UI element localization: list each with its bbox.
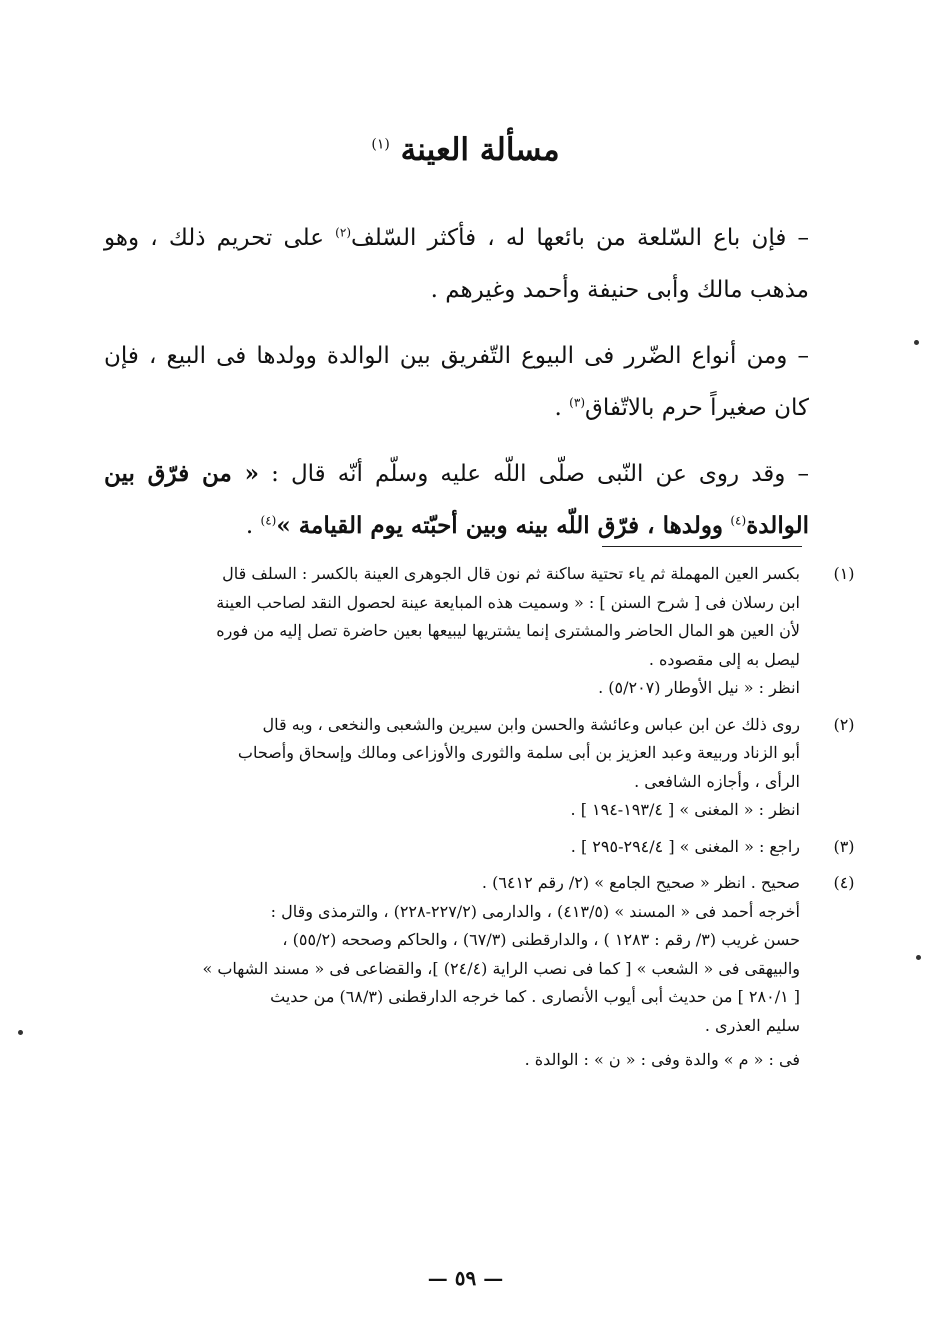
page-number: — ٥٩ —	[427, 1266, 504, 1290]
footnote-line: روى ذلك عن ابن عباس وعائشة والحسن وابن سيرين والشعبى والنخعى ، وبه قال	[262, 714, 800, 734]
footnote-ref: (١)	[371, 136, 390, 153]
footnote-line: [ ٢٨٠/١ ] من حديث أبى أيوب الأنصارى . كما خرجه الدارقطنى (٦٨/٣) من حديث	[270, 987, 800, 1006]
footnote-2	[100, 711, 855, 825]
footnote-line: راجع : « المغنى » [ ٢٩٤/٤-٢٩٥ ] .	[570, 836, 800, 856]
paragraph-text: – ومن أنواع الضّرر فى البيوع التّفريق بين الوالدة وولدها فى البيع ، فإن كان صغيراً حرم بالاتّفاق	[104, 343, 809, 421]
footnote-line: سليم العذرى .	[704, 1015, 800, 1035]
paragraph-1	[104, 212, 809, 316]
footnote-line: صحيح . انظر « صحيح الجامع » (٢/ رقم ٦٤١٢) .	[481, 873, 800, 892]
footnote-ref: (٣)	[569, 395, 585, 410]
paragraph-text: .	[554, 395, 562, 421]
paragraph-text: – وقد روى عن النّبى صلّى اللّه عليه وسلّم أنّه قال :	[271, 461, 809, 487]
paragraph-2	[104, 330, 809, 434]
footnote-ref: (٤)	[260, 513, 277, 528]
footnote-number: (١)	[833, 564, 855, 583]
footnote-ref: (٤)	[730, 513, 747, 528]
footnote-line: والبيهقى فى « الشعب » [ كما فى نصب الراية (٢٤/٤) ]، والقضاعى فى « مسند الشهاب »	[202, 958, 800, 978]
chapter-title	[0, 132, 931, 168]
footnote-line: الرأى ، وأجازه الشافعى .	[634, 771, 800, 791]
footnote-separator	[602, 546, 802, 547]
hadith-text: « من فرّق بين الوالدة	[104, 460, 809, 539]
main-text	[104, 212, 809, 566]
chapter-title-text: مسألة العينة	[400, 132, 560, 168]
paragraph-3	[104, 448, 809, 552]
footnote-ref: (٢)	[335, 225, 351, 240]
paragraph-text: على تحريم ذلك ، وهو مذهب مالك وأبى حنيفة وأحمد وغيرهم .	[104, 225, 809, 303]
footnote-1	[100, 560, 855, 703]
paragraph-text: .	[245, 513, 254, 539]
footnotes	[100, 560, 855, 1083]
footnote-3	[100, 833, 855, 862]
scan-speck	[916, 955, 921, 960]
footnote-line: ليصل به إلى مقصوده .	[648, 649, 800, 669]
footnote-reference: انظر : « المغنى » [ ١٩٣/٤-١٩٤ ] .	[570, 800, 800, 819]
footnote-number: (٢)	[833, 714, 855, 734]
footnote-line: ابن رسلان فى [ شرح السنن ] : « وسميت هذه المبايعة عينة لحصول النقد لصاحب العينة	[216, 592, 800, 612]
footnote-line: أخرجه أحمد فى « المسند » (٤١٣/٥) ، والدارمى (٢٢٧/٢-٢٢٨) ، والترمذى وقال :	[270, 901, 800, 921]
footnote-4	[100, 869, 855, 1075]
footnote-number: (٣)	[833, 836, 855, 856]
hadith-text: وولدها ، فرّق اللّه بينه وبين أحبّته يوم القيامة »	[276, 512, 724, 539]
scan-speck	[18, 1030, 23, 1035]
footnote-line: بكسر العين المهملة ثم ياء تحتية ساكنة ثم نون قال الجوهرى العينة بالكسر : السلف قال	[222, 564, 800, 583]
footnote-line: أبو الزناد وربيعة وعبد العزيز بن أبى سلمة والثورى والأوزاعى ومالك وإسحاق وأصحاب	[237, 743, 800, 762]
footnote-number: (٤)	[833, 873, 855, 892]
footnote-variant-note: فى : « م » والدة وفى : « ن » : الوالدة .	[524, 1050, 800, 1069]
footnote-line: حسن غريب (٣/ رقم : ١٢٨٣ ) ، والدارقطنى (٦٧/٣) ، والحاكم وصححه (٥٥/٢) ،	[282, 930, 800, 949]
paragraph-text: – فإن باع السّلعة من بائعها له ، فأكثر السّلف	[351, 225, 810, 251]
footnote-reference: انظر : « نيل الأوطار (٥/٢٠٧) .	[598, 678, 800, 697]
scan-speck	[914, 340, 919, 345]
footnote-line: لأن العين هو المال الحاضر والمشترى إنما يشتريها ليبيعها بعين حاضرة تصل إليه من فوره	[216, 621, 800, 640]
